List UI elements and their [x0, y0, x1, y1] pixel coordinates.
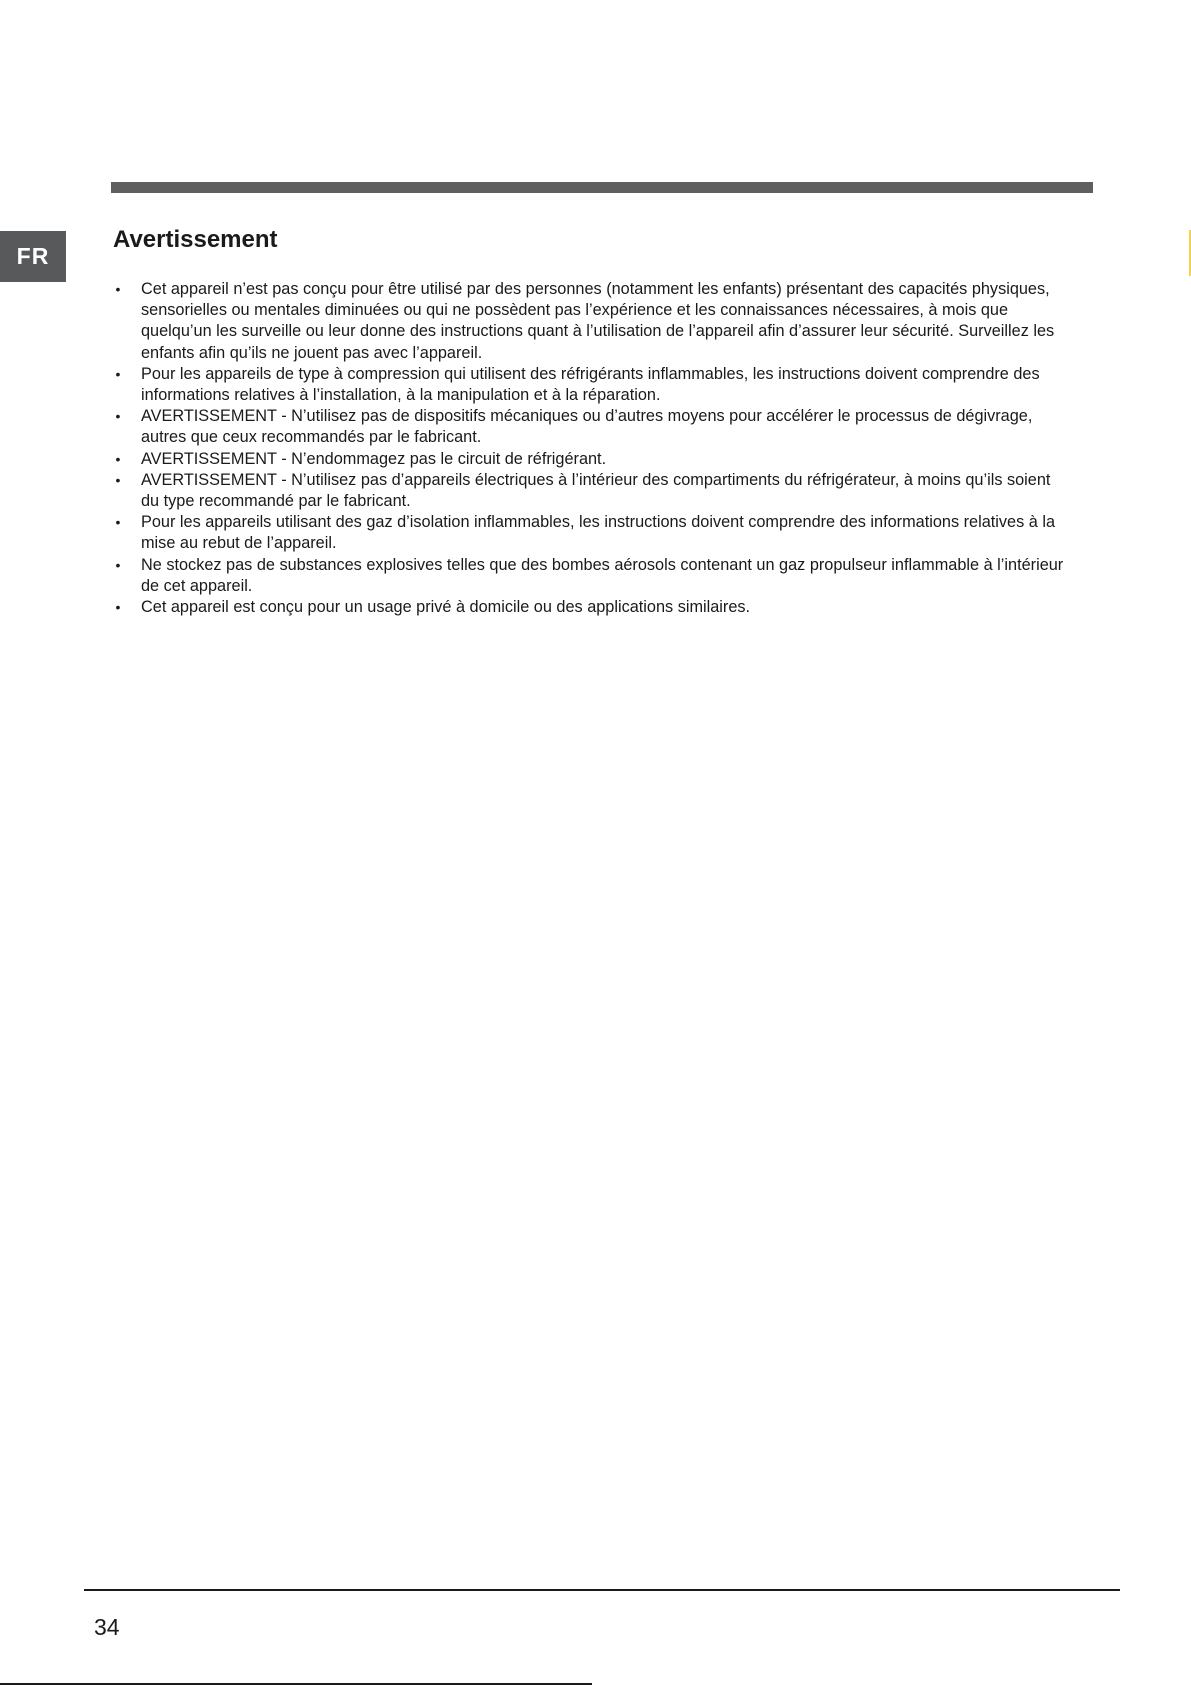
warning-item: [112, 597, 1072, 618]
warning-item: [112, 555, 1072, 597]
warning-text: AVERTISSEMENT - N’utilisez pas d’appareils électriques à l’intérieur des compartiments du réfrigérateur, à moins qu’ils soient du type recommandé par le fabricant.: [141, 470, 1051, 511]
warning-text: AVERTISSEMENT - N’utilisez pas de dispositifs mécaniques ou d’autres moyens pour accélérer le processus de dégivrage, autres que ceux recommandés par le fabricant.: [141, 407, 1033, 447]
warning-text: Pour les appareils de type à compression qui utilisent des réfrigérants inflammables, les instructions doivent comprendre des informations relatives à l’installation, à la manipulation et à la réparation.: [141, 364, 1040, 405]
warning-item: [112, 364, 1072, 406]
warning-text: AVERTISSEMENT - N’endommagez pas le circuit de réfrigérant.: [141, 449, 607, 468]
warning-item: [112, 470, 1072, 512]
header-divider-bar: [111, 182, 1093, 193]
bullet-icon: •: [115, 514, 121, 531]
warning-text: Cet appareil est conçu pour un usage privé à domicile ou des applications similaires.: [141, 598, 751, 617]
warning-item: [112, 406, 1072, 448]
warning-item: [112, 279, 1072, 364]
bullet-icon: •: [115, 408, 121, 425]
bullet-icon: •: [115, 599, 121, 616]
bullet-icon: •: [115, 281, 121, 297]
warning-text: Cet appareil n’est pas conçu pour être utilisé par des personnes (notamment les enfants) présentant des capacités physiques, sensorielles ou mentales diminuées ou qui ne possèdent pas l’expérience et les connaissances nécessaires, à mois que quelqu’un les surveille ou leur donne des instructions quant à l’utilisation de l’appareil afin d’assurer leur sécurité. Surveillez les enfants afin qu’ils ne jouent pas avec l’appareil.: [141, 280, 1055, 362]
warning-item: [112, 449, 1072, 470]
warning-item: [112, 512, 1072, 554]
language-tab: FR: [0, 231, 66, 282]
warning-text: Pour les appareils utilisant des gaz d’isolation inflammables, les instructions doivent comprendre des informations relatives à la mise au rebut de l’appareil.: [141, 513, 1056, 553]
bullet-icon: •: [115, 471, 121, 488]
footer-rule: [84, 1589, 1120, 1591]
page-number: 34: [94, 1614, 120, 1640]
warning-list: [112, 279, 1072, 618]
bullet-icon: •: [115, 450, 121, 467]
warning-text: Ne stockez pas de substances explosives telles que des bombes aérosols contenant un gaz propulseur inflammable à l’intérieur de cet appareil.: [141, 555, 1064, 595]
bullet-icon: •: [115, 556, 121, 573]
section-title: Avertissement: [113, 226, 278, 253]
bullet-icon: •: [115, 365, 121, 382]
